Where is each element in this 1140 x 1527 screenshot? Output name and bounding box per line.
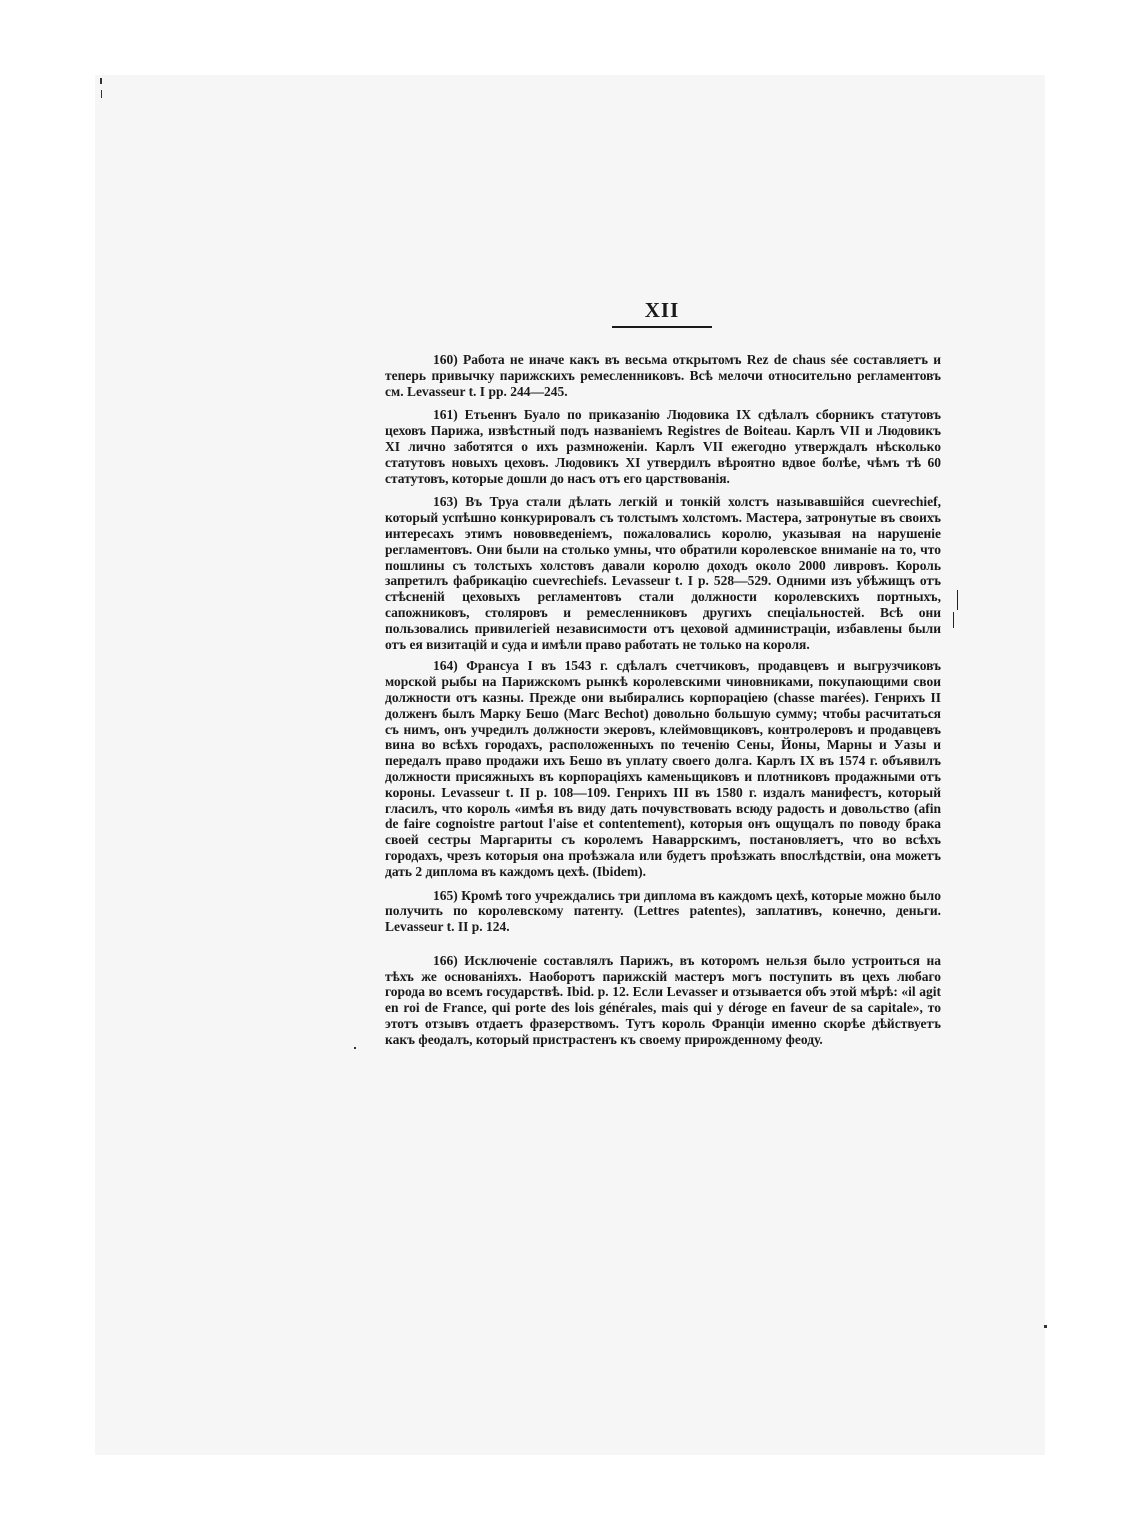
note-163: 163) Въ Труа стали дѣлать легкій и тонкій холстъ называвшійся cuevrechief, который успѣшно конкурировалъ съ толстымъ холстомъ. Мастера, затронутые въ своихъ интересахъ этимъ нововведеніемъ, пожаловались королю, указывая на нарушеніе регламентовъ. Они были на столько умны, что обратили королевское вниманіе на то, что пошлины съ толстыхъ холстовъ давали королю доходъ около 2000 ливровъ. Король запретилъ фабрикацію cuevrechiefs. Levasseur t. I p. 528—529. Одними изъ убѣжищъ отъ стѣсненій цеховыхъ регламентовъ стали должности королевскихъ портныхъ, сапожниковъ, столяровъ и ремесленниковъ другихъ спеціальностей. Всѣ они пользовались привилегіей независимости отъ цеховой администраціи, избавлены были отъ ея визитацій и суда и имѣли право работать не только на короля.	[385, 494, 941, 652]
note-161: 161) Етьеннъ Буало по приказанію Людовика IX сдѣлалъ сборникъ статутовъ цеховъ Парижа, извѣстный подъ названіемъ Registres de Boiteau. Карлъ VII и Людовикъ XI лично заботятся о ихъ размноженіи. Карлъ VII ежегодно утверждалъ нѣсколько статутовъ новыхъ цеховъ. Людовикъ XI утвердилъ вѣроятно вдвое болѣе, чѣмъ тѣ 60 статутовъ, которые дошли до насъ отъ его царствованія.	[385, 407, 941, 486]
margin-bracket-1	[957, 590, 958, 610]
footnotes	[385, 352, 941, 1048]
margin-speck-top	[100, 78, 102, 84]
note-164: 164) Франсуа I въ 1543 г. сдѣлалъ счетчиковъ, продавцевъ и выгрузчиковъ морской рыбы на Парижскомъ рынкѣ королевскими чиновниками, покупающими свои должности отъ казны. Прежде они выбирались корпораціею (chasse marées). Генрихъ II долженъ былъ Марку Бешо (Marc Bechot) довольно большую сумму; чтобы расчитаться съ нимъ, онъ учредилъ должности экеровъ, клеймовщиковъ, контролеровъ и продавцевъ вина во всѣхъ городахъ, расположенныхъ по теченію Сены, Йоны, Марны и Уазы и передалъ право продажи ихъ Бешо въ уплату своего долга. Карлъ IX въ 1574 г. объявилъ должности присяжныхъ въ корпораціяхъ каменьщиковъ и плотниковъ продажными отъ короны. Levasseur t. II p. 108—109. Генрихъ III въ 1580 г. издалъ манифестъ, который гласилъ, что король «имѣя въ виду дать почувствовать всюду радость и довольство (afin de faire cognoistre partout l'aise et contentement), которыя онъ ощущалъ по поводу брака своей сестры Маргариты съ королемъ Наваррскимъ, постановляетъ, что во всѣхъ городахъ, чрезъ которыя она проѣзжала или будетъ проѣзжать впослѣдствіи, она можетъ дать 2 диплома въ каждомъ цехѣ. (Ibidem).	[385, 658, 941, 879]
margin-speck-right	[1044, 1325, 1047, 1328]
page-number: XII	[644, 298, 680, 322]
note-166: 166) Исключеніе составлялъ Парижъ, въ которомъ нельзя было устроиться на тѣхъ же основаніяхъ. Наоборотъ парижскій мастеръ могъ поступить въ цехъ любаго города во всемъ государствѣ. Ibid. p. 12. Если Levasser и отзывается объ этой мѣрѣ: «il agit en roi de France, qui porte des lois générales, mais qui y déroge en faveur de sa capitale», то этотъ отзывъ отдаетъ фразерствомъ. Тутъ король Франціи именно скорѣе дѣйствуетъ какъ феодалъ, который пристрастенъ къ своему прирожденному феоду.	[385, 952, 941, 1047]
note-165: 165) Кромѣ того учреждались три диплома въ каждомъ цехѣ, которые можно было получить по королевскому патенту. (Lettres patentes), заплативъ, конечно, деньги. Levasseur t. II p. 124.	[385, 887, 941, 935]
page-number-rule	[612, 326, 712, 328]
margin-speck-top-2	[101, 90, 102, 98]
margin-bracket-2	[953, 612, 954, 628]
margin-speck-left	[354, 1047, 356, 1049]
note-160: 160) Работа не иначе какъ въ весьма открытомъ Rez de chaus sée составляетъ и теперь привычку парижскихъ ремесленниковъ. Всѣ мелочи относительно регламентовъ см. Levasseur t. I pp. 244—245.	[385, 352, 941, 399]
